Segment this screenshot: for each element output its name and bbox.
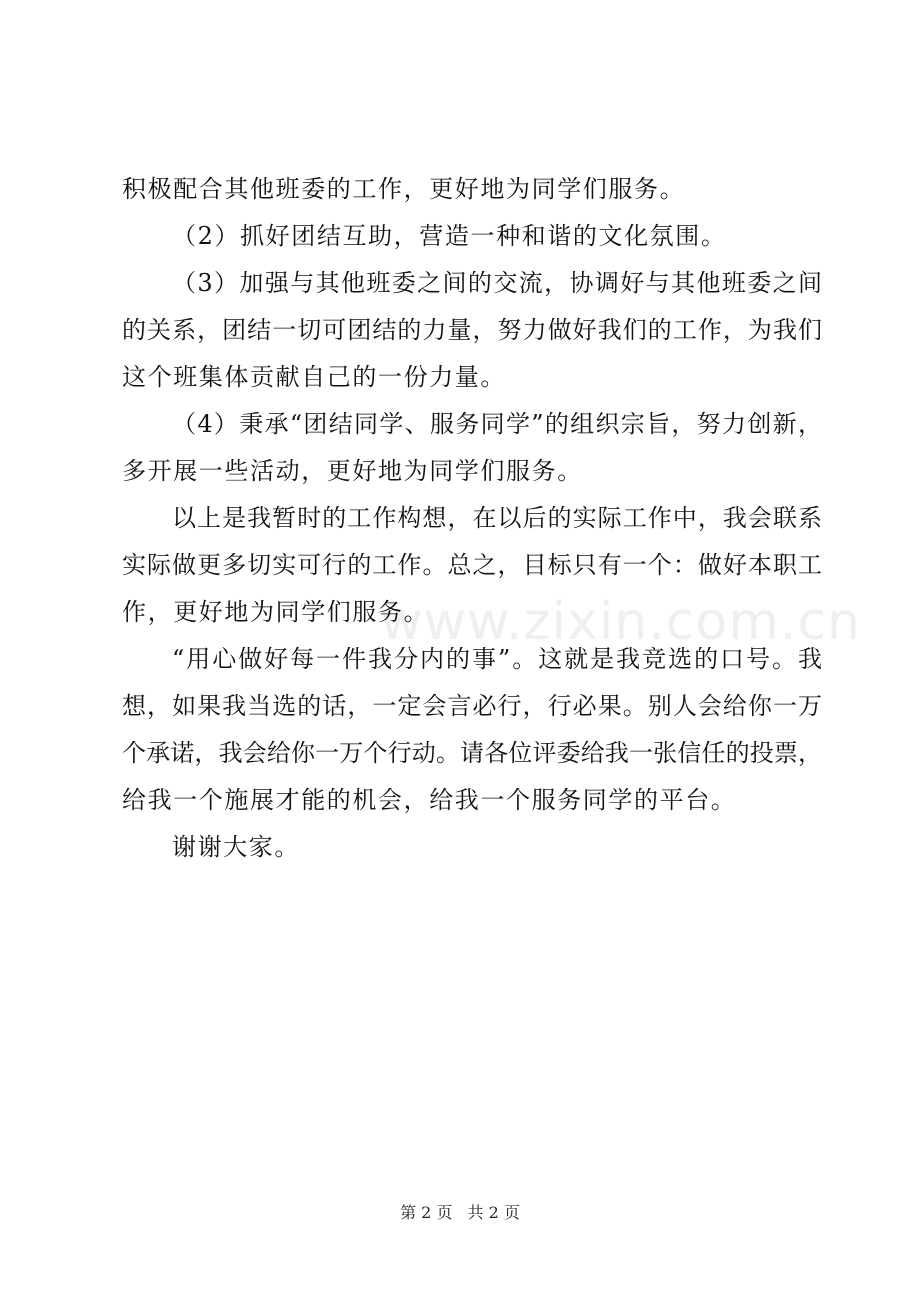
page-total: 共 2 页 (467, 1203, 520, 1222)
paragraph-line: 实际做更多切实可行的工作。总之，目标只有一个：做好本职工 (122, 551, 822, 579)
paragraph-line: 想，如果我当选的话，一定会言必行，行必果。别人会给你一万 (122, 692, 822, 720)
paragraph-line: 作，更好地为同学们服务。 (122, 598, 430, 626)
document-body (122, 166, 822, 871)
paragraph-line: （4）秉承“团结同学、服务同学”的组织宗旨，努力创新， (172, 410, 822, 438)
paragraph-line: 多开展一些活动，更好地为同学们服务。 (122, 457, 583, 485)
paragraph-line: “用心做好每一件我分内的事”。这就是我竞选的口号。我 (172, 645, 822, 673)
paragraph-line: 这个班集体贡献自己的一份力量。 (122, 363, 506, 391)
watermark: www.zixin.com.cn (380, 592, 861, 652)
paragraph-line: （3）加强与其他班委之间的交流，协调好与其他班委之间 (172, 269, 822, 297)
paragraph-line: 个承诺，我会给你一万个行动。请各位评委给我一张信任的投票， (122, 739, 822, 767)
paragraph-line: 谢谢大家。 (172, 833, 300, 861)
paragraph-line: 给我一个施展才能的机会，给我一个服务同学的平台。 (122, 786, 737, 814)
paragraph-line: 的关系，团结一切可团结的力量，努力做好我们的工作，为我们 (122, 316, 822, 344)
paragraph-line: 积极配合其他班委的工作，更好地为同学们服务。 (122, 175, 686, 203)
paragraph-line: 以上是我暂时的工作构想，在以后的实际工作中，我会联系 (172, 504, 822, 532)
page-number: 第 2 页 (400, 1203, 453, 1222)
page-footer (0, 1200, 920, 1223)
paragraph-line: （2）抓好团结互助，营造一种和谐的文化氛围。 (172, 222, 727, 250)
